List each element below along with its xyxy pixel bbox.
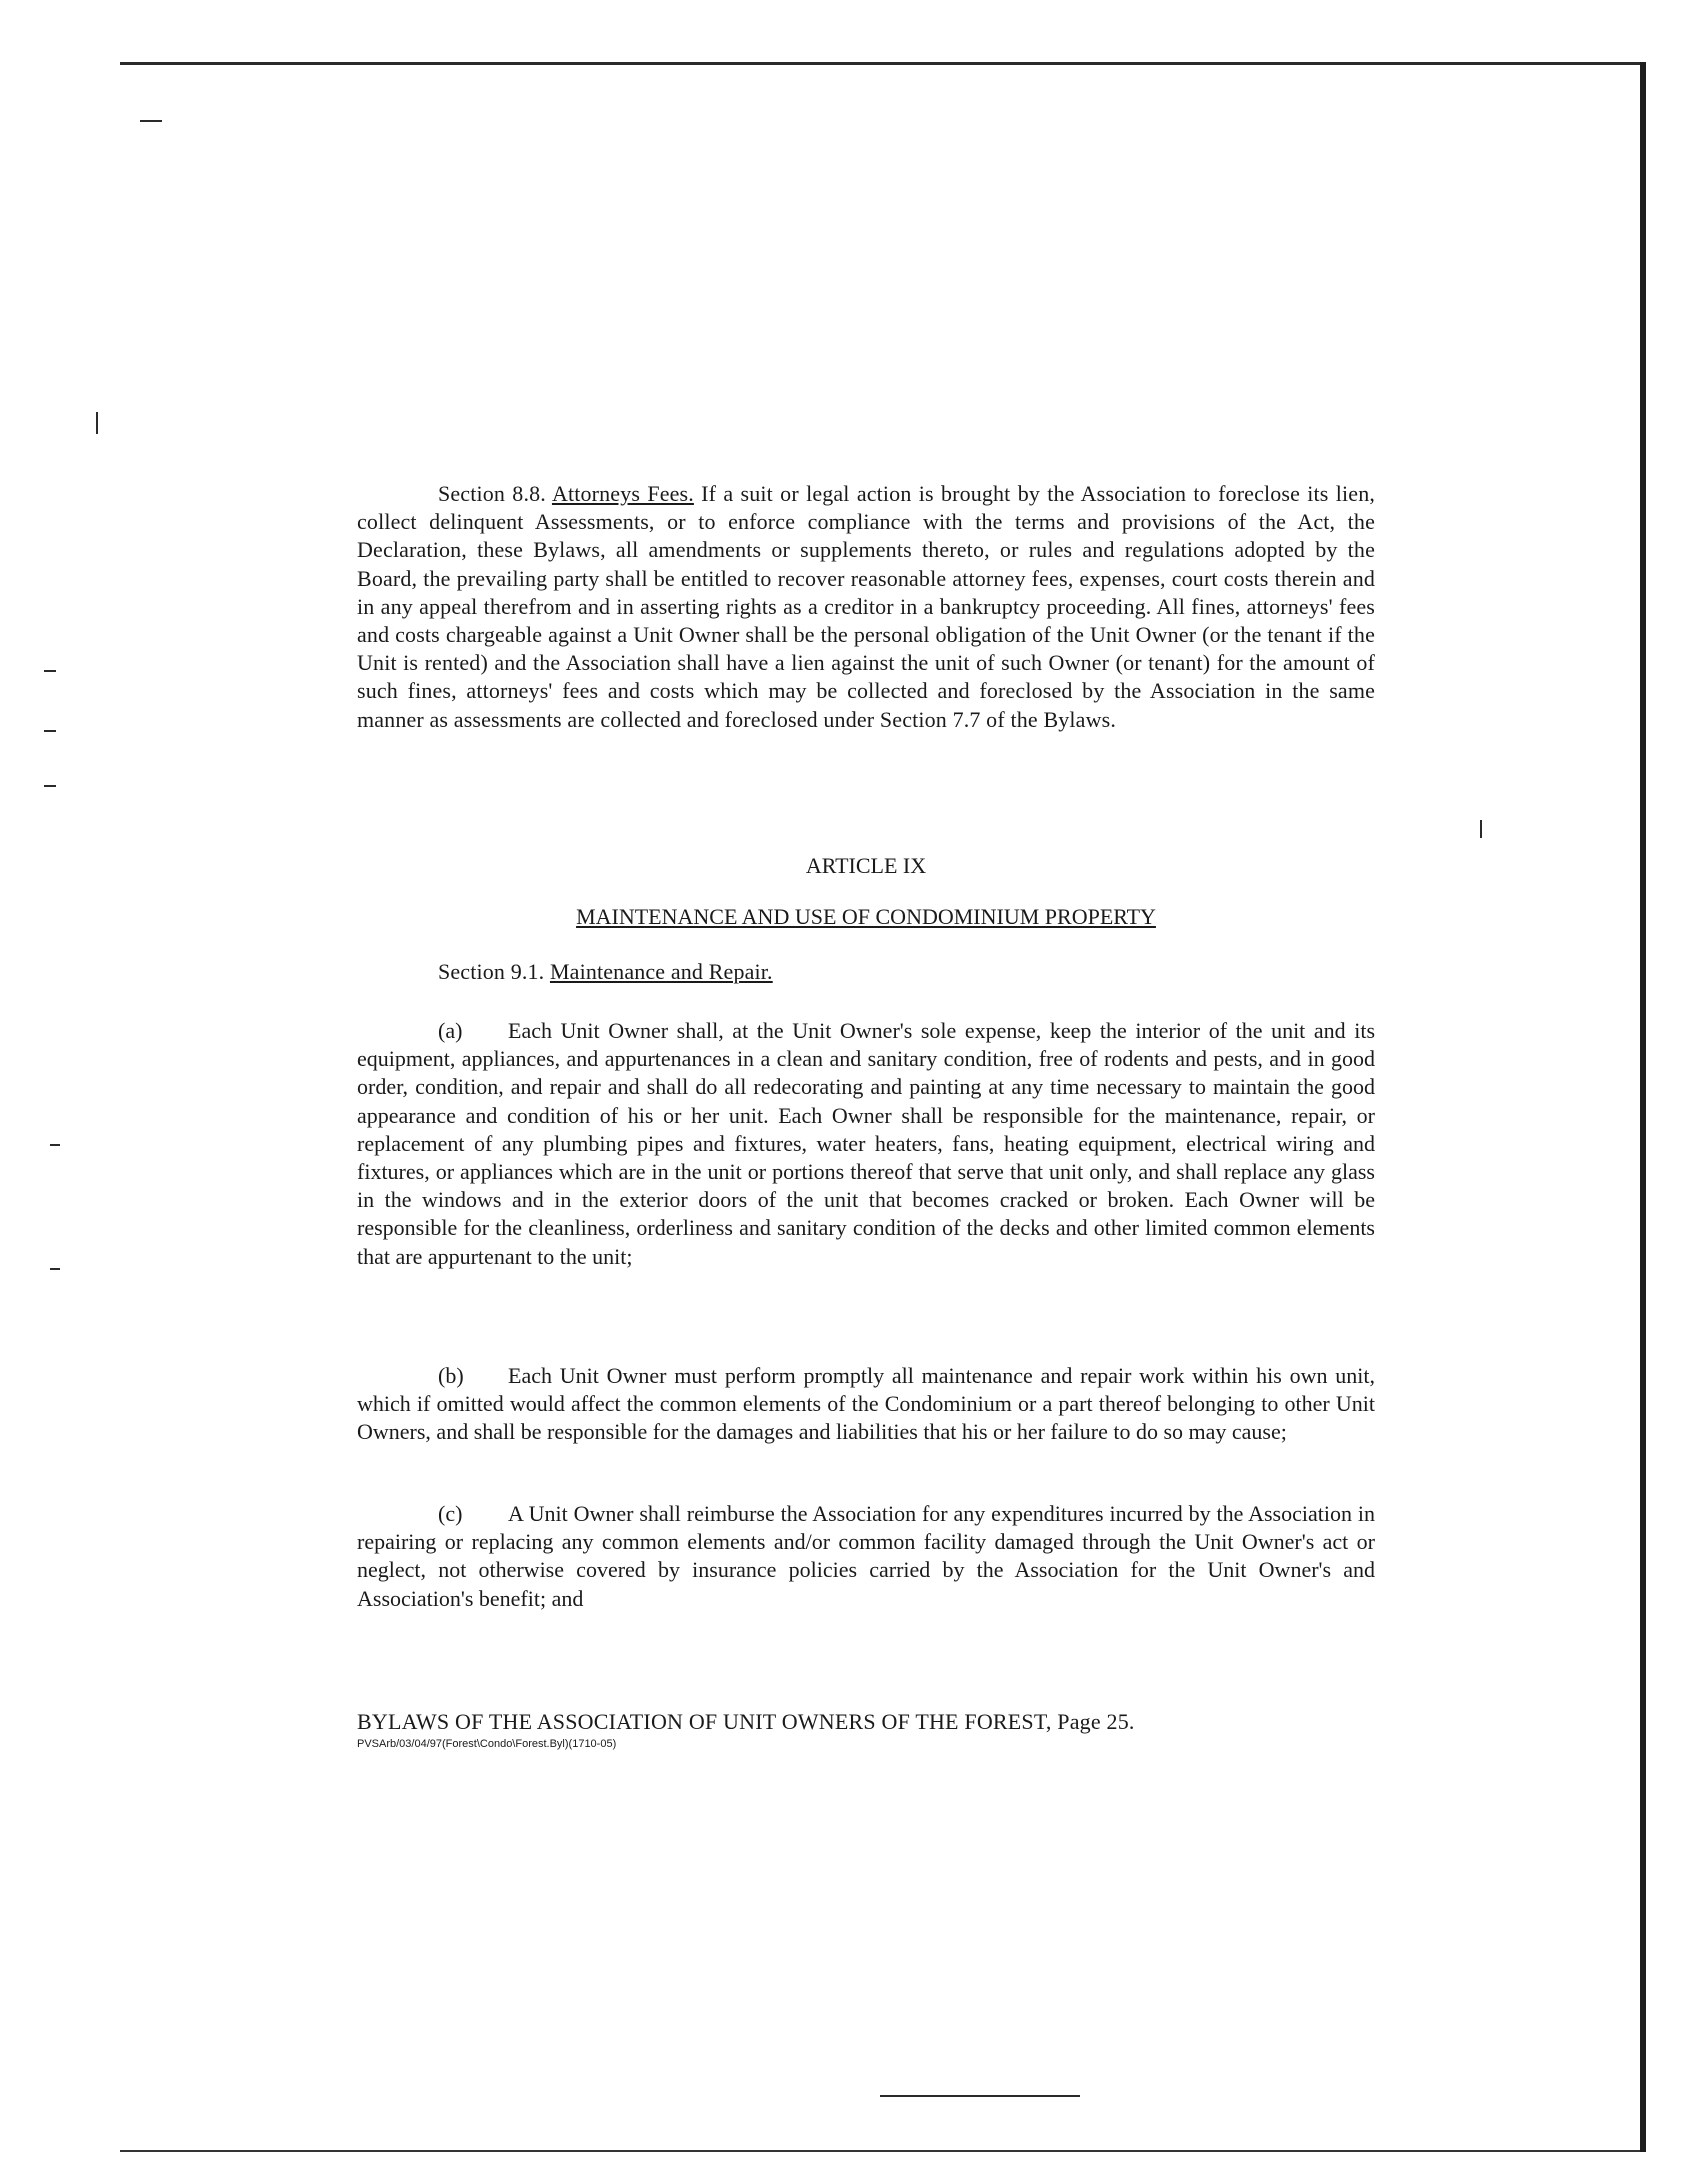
- scan-speck: [96, 412, 98, 434]
- scan-speck: [50, 1268, 60, 1270]
- section-9-1-title: Maintenance and Repair.: [549, 959, 773, 984]
- scan-speck: [44, 785, 56, 787]
- scan-speck: [1480, 820, 1482, 838]
- scan-speck: [50, 1144, 60, 1146]
- footer-file-path: PVSArb/03/04/97(Forest\Condo\Forest.Byl)(1710-05): [357, 1738, 617, 1750]
- paragraph-c-label: (c): [438, 1501, 463, 1526]
- article-title: MAINTENANCE AND USE OF CONDOMINIUM PROPERTY: [576, 904, 1156, 929]
- scan-speck: [44, 670, 56, 672]
- paragraph-b-label: (b): [438, 1363, 464, 1388]
- paragraph-a-label: (a): [438, 1018, 463, 1043]
- paragraph-c-text: A Unit Owner shall reimburse the Association for any expenditures incurred by the Association in repairing or replacing any common elements and/or common facility damaged through the Unit Owner's act or neglect, not otherwise covered by insurance policies carried by the Association for the Unit Owner's and Association's benefit; and: [357, 1501, 1375, 1611]
- footer-title: BYLAWS OF THE ASSOCIATION OF UNIT OWNERS OF THE FOREST, Page 25.: [357, 1709, 1135, 1734]
- article-number: ARTICLE IX: [805, 853, 927, 878]
- section-9-1-heading: [357, 958, 1375, 986]
- scan-edge-top: [120, 62, 1640, 65]
- section-8-8-title: Attorneys Fees.: [551, 481, 694, 506]
- scan-speck: [880, 2095, 1080, 2097]
- section-8-8-paragraph: [357, 480, 1375, 734]
- paragraph-c: [357, 1500, 1375, 1613]
- paragraph-b-text: Each Unit Owner must perform promptly all maintenance and repair work within his own unit, which if omitted would affect the common elements of the Condominium or a part thereof belonging to other Unit Owners, and shall be responsible for the damages and liabilities that his or her failure to do so may cause;: [357, 1363, 1375, 1445]
- section-8-8-text: If a suit or legal action is brought by the Association to foreclose its lien, collect delinquent Assessments, or to enforce compliance with the terms and provisions of the Act, the Declaration, these Bylaws, all amendments or supplements thereto, or rules and regulations adopted by the Board, the prevailing party shall be entitled to recover reasonable attorney fees, expenses, court costs therein and in any appeal therefrom and in asserting rights as a creditor in a bankruptcy proceeding. All fines, attorneys' fees and costs chargeable against a Unit Owner shall be the personal obligation of the Unit Owner (or the tenant if the Unit is rented) and the Association shall have a lien against the unit of such Owner (or tenant) for the amount of such fines, attorneys' fees and costs which may be collected and foreclosed by the Association in the same manner as assessments are collected and foreclosed under Section 7.7 of the Bylaws.: [357, 481, 1376, 732]
- scan-edge-bottom: [120, 2150, 1640, 2152]
- paragraph-b: [357, 1362, 1375, 1447]
- section-8-8-label: Section 8.8.: [438, 481, 546, 506]
- scan-speck: [44, 730, 56, 732]
- scan-edge-right: [1640, 62, 1646, 2152]
- paragraph-a: [357, 1017, 1375, 1271]
- section-9-1-label: Section 9.1.: [438, 959, 545, 984]
- paragraph-a-text: Each Unit Owner shall, at the Unit Owner's sole expense, keep the interior of the unit and its equipment, appliances, and appurtenances in a clean and sanitary condition, free of rodents and pests, and in good order, condition, and repair and shall do all redecorating and painting at any time necessary to maintain the good appearance and condition of his or her unit. Each Owner shall be responsible for the maintenance, repair, or replacement of any plumbing pipes and fixtures, water heaters, fans, heating equipment, electrical wiring and fixtures, or appliances which are in the unit or portions thereof that serve that unit only, and shall replace any glass in the windows and in the exterior doors of the unit that becomes cracked or broken. Each Owner will be responsible for the cleanliness, orderliness and sanitary condition of the decks and other limited common elements that are appurtenant to the unit;: [357, 1018, 1375, 1269]
- scan-speck: [140, 120, 162, 122]
